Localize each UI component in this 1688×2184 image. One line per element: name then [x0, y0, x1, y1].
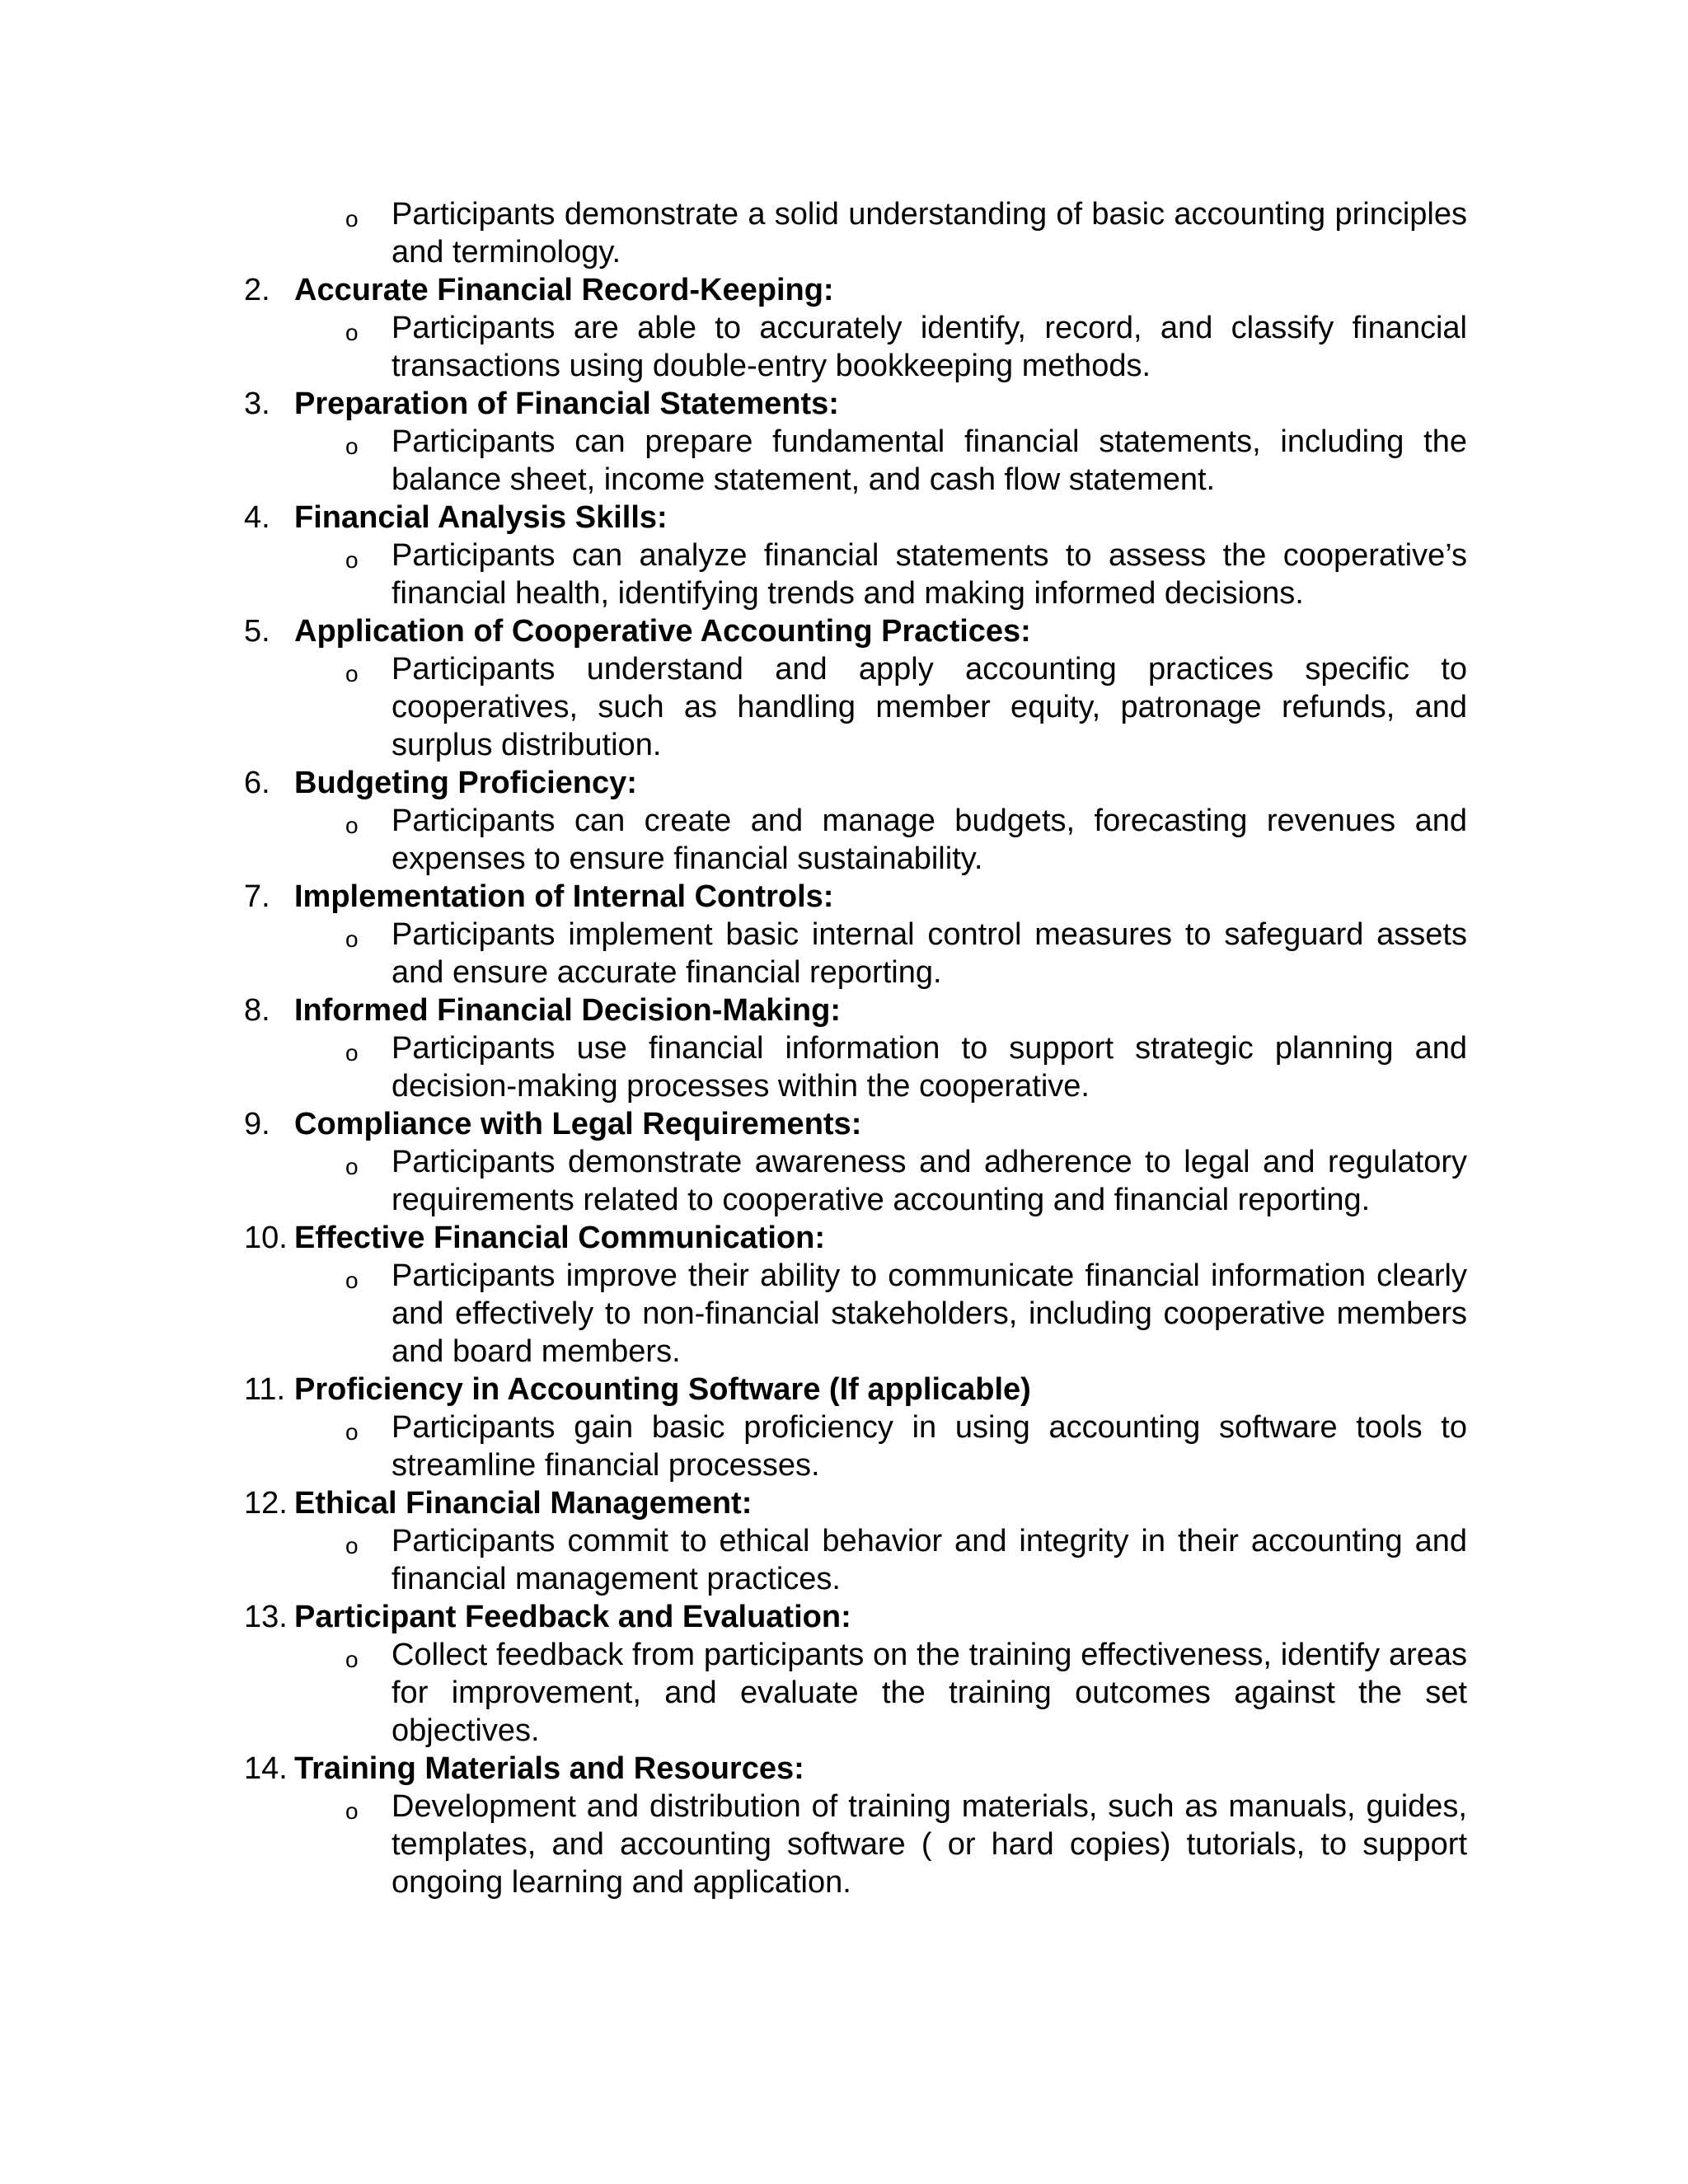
list-item-bullet	[244, 1636, 1467, 1750]
bullet-icon: o	[345, 547, 359, 573]
bullet-text: Participants demonstrate awareness and adherence to legal and regulatory requirements related to cooperative accounting and financial reporting.	[392, 1145, 1467, 1217]
bullet-text: Participants improve their ability to communicate financial information clearly and effectively to non-financial stakeholders, including cooperative members and board members.	[392, 1258, 1467, 1369]
list-item-heading	[244, 1219, 1467, 1257]
bullet-text: Participants can prepare fundamental financial statements, including the balance sheet, income statement, and cash flow statement.	[392, 424, 1467, 497]
list-item-heading	[244, 1598, 1467, 1636]
list-item-bullet	[244, 537, 1467, 612]
item-heading: Budgeting Proficiency:	[294, 766, 637, 800]
item-number: 12.	[244, 1486, 288, 1521]
bullet-text: Participants understand and apply accounting practices specific to cooperatives, such as handling member equity, patronage refunds, and surplus distribution.	[392, 652, 1467, 762]
list-item-heading	[244, 612, 1467, 650]
bullet-text: Participants use financial information to support strategic planning and decision-making processes within the cooperative.	[392, 1031, 1467, 1104]
item-number: 5.	[244, 614, 270, 649]
list-item-bullet	[244, 423, 1467, 499]
list-item-bullet	[244, 1522, 1467, 1598]
list-item-bullet	[244, 1408, 1467, 1484]
item-number: 6.	[244, 766, 270, 800]
list-item-heading	[244, 1484, 1467, 1522]
bullet-text: Participants can create and manage budgets, forecasting revenues and expenses to ensure financial sustainability.	[392, 804, 1467, 876]
bullet-text: Participants demonstrate a solid understanding of basic accounting principles and terminology.	[392, 197, 1467, 269]
list-item-heading	[244, 764, 1467, 802]
bullet-text: Participants implement basic internal control measures to safeguard assets and ensure accurate financial reporting.	[392, 917, 1467, 990]
intro-bullet-item	[244, 195, 1467, 271]
item-heading: Participant Feedback and Evaluation:	[294, 1600, 851, 1634]
item-heading: Effective Financial Communication:	[294, 1221, 825, 1255]
list-item-bullet	[244, 916, 1467, 991]
bullet-icon: o	[345, 1798, 359, 1824]
bullet-text: Participants commit to ethical behavior and integrity in their accounting and financial management practices.	[392, 1524, 1467, 1596]
list-item-heading	[244, 1105, 1467, 1143]
bullet-text: Participants gain basic proficiency in using accounting software tools to streamline financial processes.	[392, 1410, 1467, 1483]
bullet-text: Collect feedback from participants on the training effectiveness, identify areas for improvement, and evaluate the training outcomes against the set objectives.	[392, 1638, 1467, 1748]
list-item-bullet	[244, 309, 1467, 385]
item-heading: Application of Cooperative Accounting Practices:	[294, 614, 1031, 649]
item-number: 2.	[244, 273, 270, 307]
item-heading: Proficiency in Accounting Software (If applicable)	[294, 1372, 1031, 1407]
list-item-heading	[244, 991, 1467, 1029]
list-item-heading	[244, 1371, 1467, 1408]
list-item-bullet	[244, 650, 1467, 764]
item-number: 13.	[244, 1600, 288, 1634]
bullet-icon: o	[345, 1533, 359, 1558]
bullet-icon: o	[345, 661, 359, 687]
list-item-bullet	[244, 1143, 1467, 1219]
item-heading: Compliance with Legal Requirements:	[294, 1107, 862, 1141]
list-item-bullet	[244, 802, 1467, 878]
item-heading: Training Materials and Resources:	[294, 1751, 804, 1786]
bullet-icon: o	[345, 1419, 359, 1445]
bullet-icon: o	[345, 1154, 359, 1179]
item-number: 10.	[244, 1221, 288, 1255]
list-item-bullet	[244, 1029, 1467, 1105]
list-item-heading	[244, 1750, 1467, 1788]
item-number: 9.	[244, 1107, 270, 1141]
list-item-heading	[244, 878, 1467, 916]
item-number: 11.	[244, 1372, 286, 1407]
item-number: 4.	[244, 500, 270, 535]
bullet-icon: o	[345, 813, 359, 838]
item-number: 3.	[244, 387, 270, 421]
item-heading: Informed Financial Decision-Making:	[294, 993, 841, 1028]
item-heading: Accurate Financial Record-Keeping:	[294, 273, 834, 307]
bullet-icon: o	[345, 926, 359, 952]
item-heading: Implementation of Internal Controls:	[294, 879, 834, 914]
item-number: 7.	[244, 879, 270, 914]
list-item-heading	[244, 271, 1467, 309]
outcomes-list	[244, 195, 1467, 1901]
bullet-icon: o	[345, 206, 359, 232]
bullet-icon: o	[345, 1040, 359, 1066]
list-item-bullet	[244, 1788, 1467, 1901]
bullet-text: Participants can analyze financial statements to assess the cooperative’s financial health, identifying trends and making informed decisions.	[392, 538, 1467, 611]
bullet-icon: o	[345, 1647, 359, 1672]
list-item-bullet	[244, 1257, 1467, 1371]
item-heading: Preparation of Financial Statements:	[294, 387, 839, 421]
bullet-icon: o	[345, 320, 359, 345]
bullet-text: Participants are able to accurately identify, record, and classify financial transactions using double-entry bookkeeping methods.	[392, 311, 1467, 383]
item-heading: Financial Analysis Skills:	[294, 500, 668, 535]
list-item-heading	[244, 499, 1467, 537]
bullet-icon: o	[345, 434, 359, 459]
item-number: 14.	[244, 1751, 288, 1786]
bullet-icon: o	[345, 1268, 359, 1293]
bullet-text: Development and distribution of training materials, such as manuals, guides, templates, and accounting software ( or hard copies) tutorials, to support ongoing learning and application.	[392, 1789, 1467, 1900]
item-number: 8.	[244, 993, 270, 1028]
list-item-heading	[244, 385, 1467, 423]
item-heading: Ethical Financial Management:	[294, 1486, 753, 1521]
